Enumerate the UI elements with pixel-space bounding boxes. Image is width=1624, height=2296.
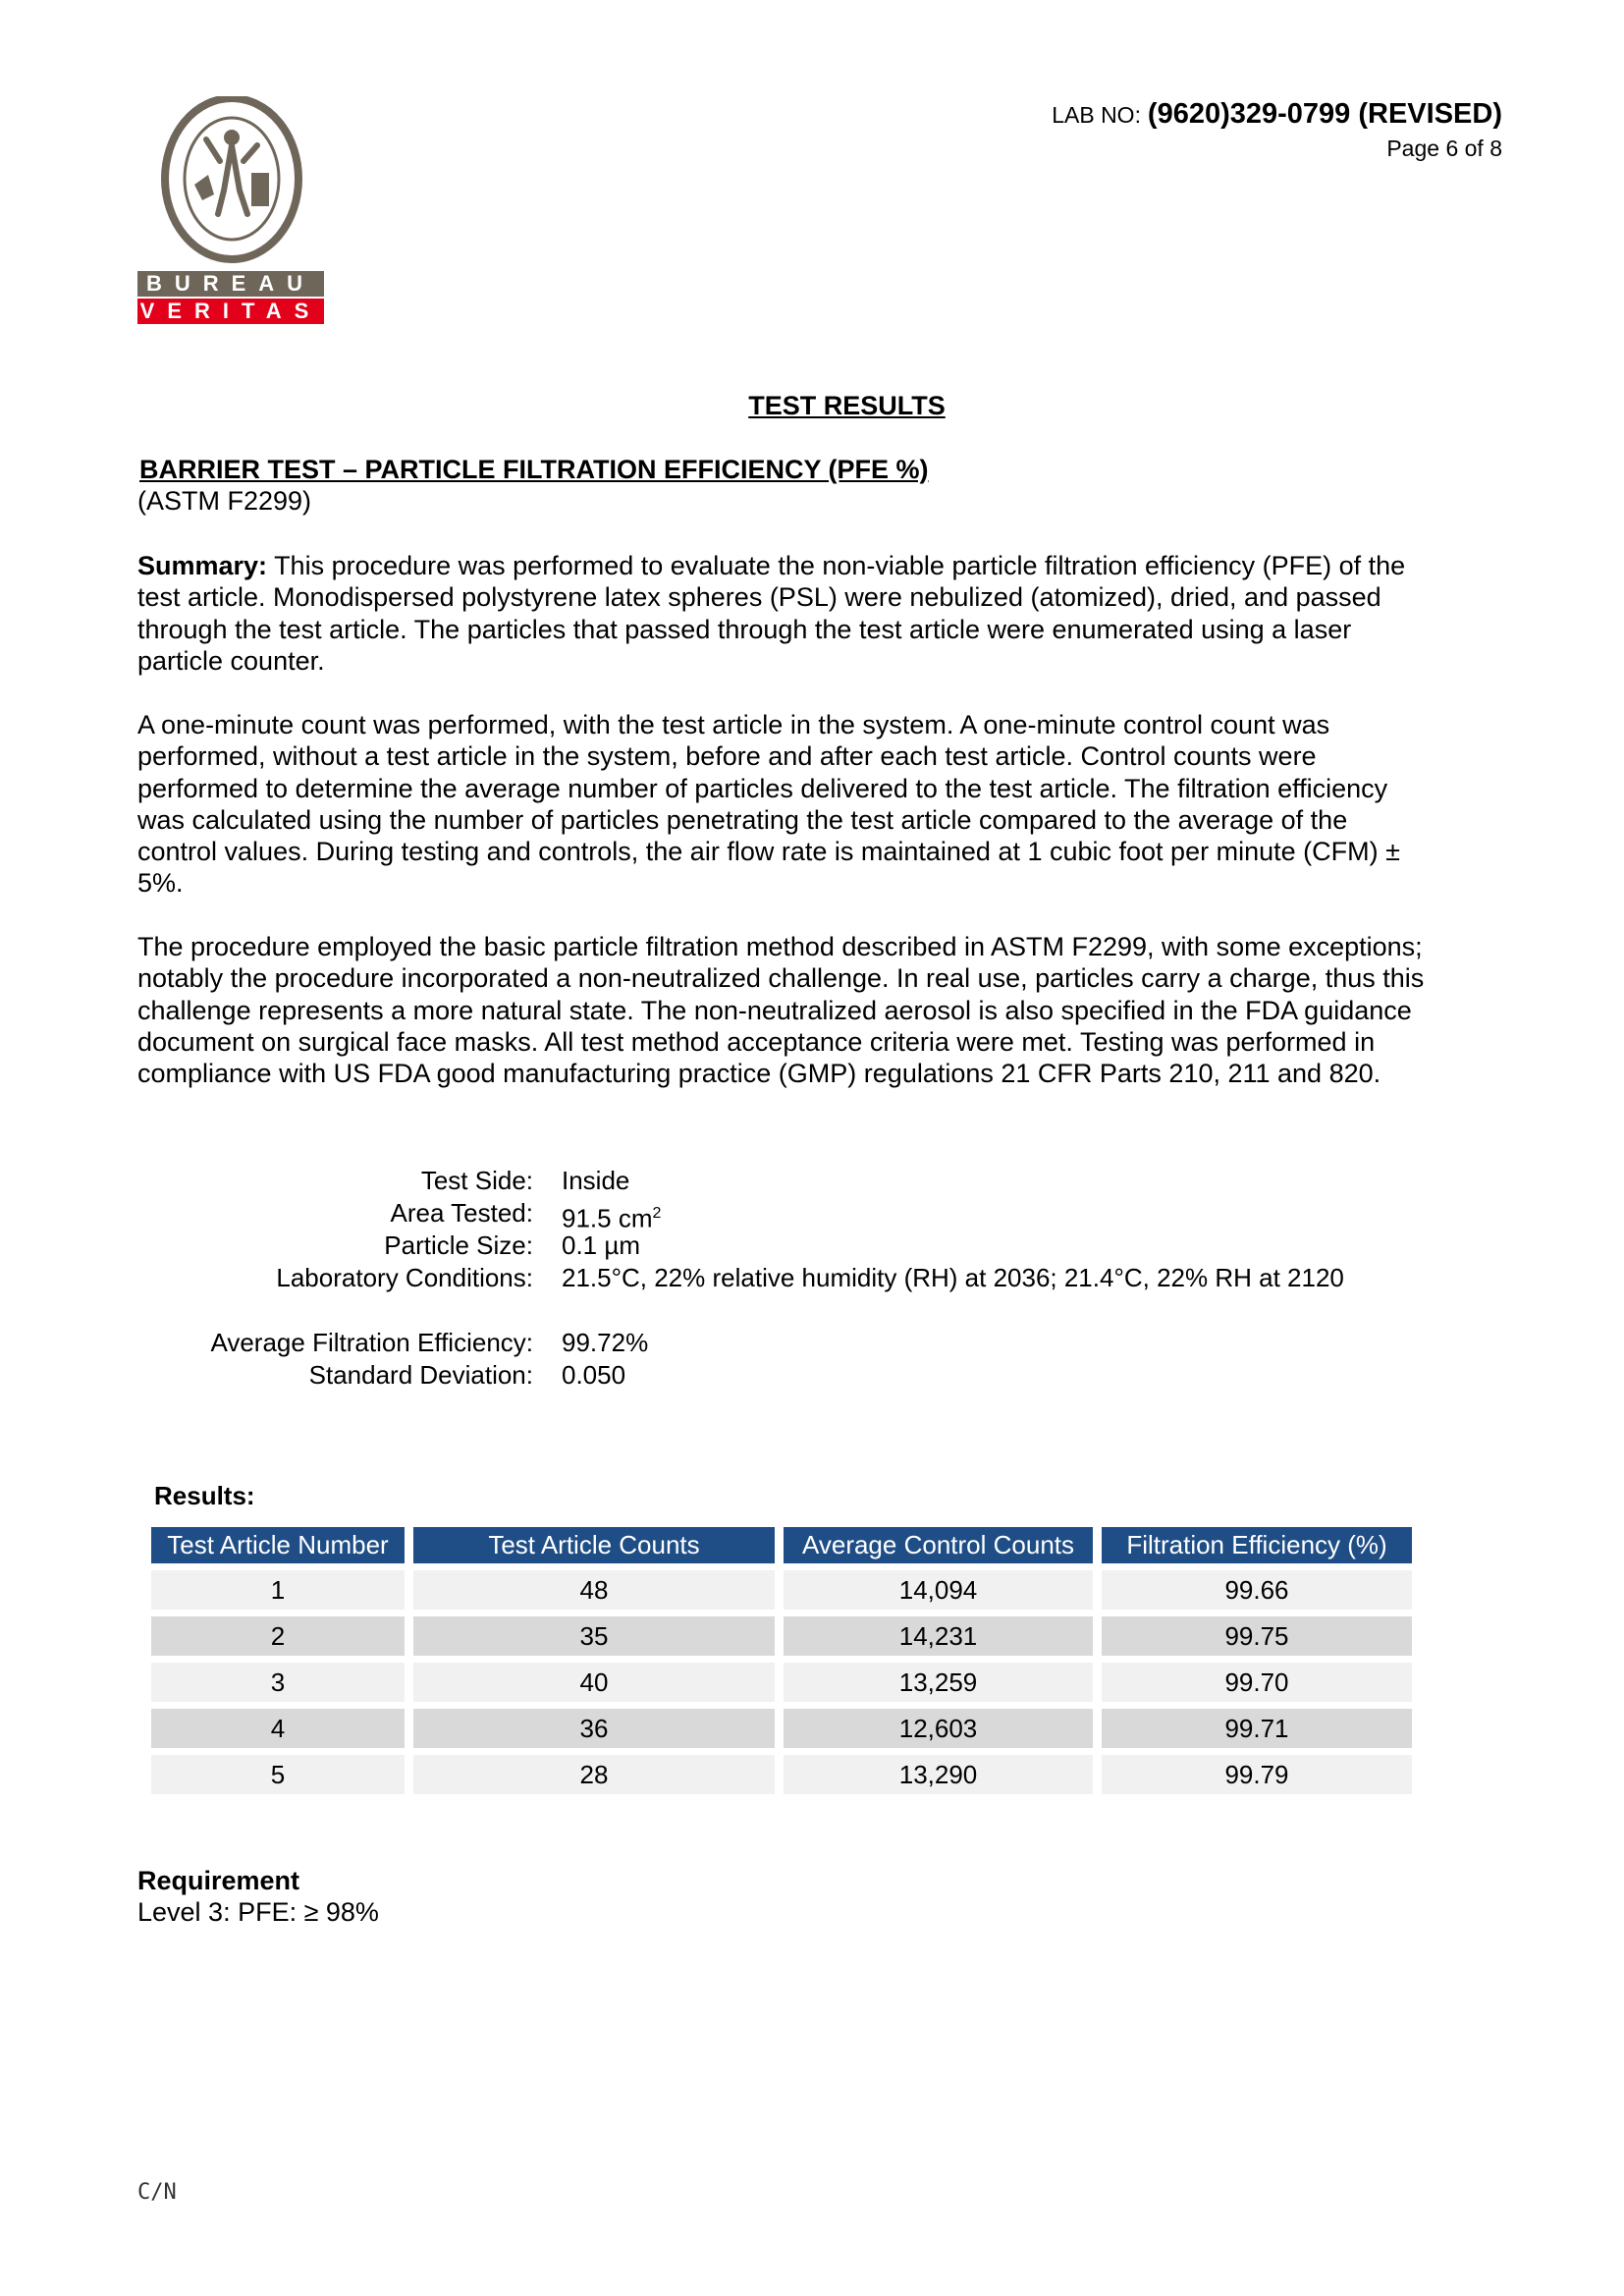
results-label: Results: (154, 1481, 255, 1510)
table-cell: 12,603 (784, 1709, 1093, 1748)
column-header: Test Article Counts (413, 1527, 775, 1563)
param-value: Inside (562, 1166, 630, 1195)
param-value: 0.050 (562, 1360, 626, 1390)
lab-number-value: (9620)329-0799 (REVISED) (1147, 98, 1502, 130)
table-cell: 99.79 (1102, 1755, 1412, 1794)
table-row (151, 1709, 1412, 1748)
column-header: Test Article Number (151, 1527, 405, 1563)
results-table (142, 1520, 1421, 1801)
procedure-paragraph: A one-minute count was performed, with the test article in the system. A one-minute control count was performed, without a test article in the system, before and after each test article. Control counts were performed to determine the average number of particles delivered to the test article. The filtration efficiency was calculated using the number of particles penetrating the test article compared to the average of the control values. During testing and controls, the air flow rate is maintained at 1 cubic foot per minute (CFM) ± 5%. (137, 710, 1400, 899)
table-cell: 5 (151, 1755, 405, 1794)
table-cell: 3 (151, 1663, 405, 1702)
param-label: Standard Deviation: (308, 1360, 533, 1390)
table-cell: 28 (413, 1755, 775, 1794)
page-number: Page 6 of 8 (1386, 136, 1502, 161)
param-row-average-efficiency (137, 1327, 1335, 1359)
param-row-test-side (137, 1165, 1335, 1197)
table-cell: 35 (413, 1616, 775, 1656)
table-cell: 2 (151, 1616, 405, 1656)
footer-code: C/N (137, 2180, 177, 2205)
param-label: Area Tested: (390, 1198, 533, 1228)
lab-number-label: LAB NO: (1052, 102, 1141, 128)
table-cell: 14,094 (784, 1570, 1093, 1610)
param-label: Test Side: (420, 1166, 533, 1195)
table-cell: 99.71 (1102, 1709, 1412, 1748)
table-cell: 36 (413, 1709, 775, 1748)
param-label: Average Filtration Efficiency: (210, 1328, 533, 1357)
bureau-veritas-seal-icon (161, 96, 302, 269)
table-cell: 13,259 (784, 1663, 1093, 1702)
section-method: (ASTM F2299) (137, 486, 312, 516)
requirement-heading: Requirement (137, 1866, 300, 1895)
logo-veritas-bar: VERITAS (137, 299, 324, 324)
column-header: Filtration Efficiency (%) (1102, 1527, 1412, 1563)
table-header-row (151, 1527, 1412, 1563)
section-heading: BARRIER TEST – PARTICLE FILTRATION EFFICIENCY (PFE %) (139, 455, 929, 484)
table-cell: 48 (413, 1570, 775, 1610)
table-cell: 13,290 (784, 1755, 1093, 1794)
summary-text: This procedure was performed to evaluate the non-viable particle filtration efficiency (PFE) of the test article. Monodispersed polystyrene latex spheres (PSL) were nebulized (atomized), dried, and passed through the test article. The particles that passed through the test article were enumerated using a laser particle counter. (137, 551, 1406, 676)
lab-number (1052, 98, 1502, 131)
requirement-value: Level 3: PFE: ≥ 98% (137, 1897, 379, 1927)
param-value: 99.72% (562, 1328, 649, 1357)
table-row (151, 1663, 1412, 1702)
test-parameters (137, 1165, 1344, 1392)
logo-bureau-bar: BUREAU (137, 271, 324, 297)
table-cell: 99.70 (1102, 1663, 1412, 1702)
table-cell: 4 (151, 1709, 405, 1748)
page-title: TEST RESULTS (748, 391, 946, 420)
table-cell: 1 (151, 1570, 405, 1610)
table-row (151, 1755, 1412, 1794)
column-header: Average Control Counts (784, 1527, 1093, 1563)
param-value: 21.5°C, 22% relative humidity (RH) at 2036; 21.4°C, 22% RH at 2120 (562, 1263, 1344, 1292)
param-row-particle-size (137, 1230, 1335, 1262)
param-row-standard-deviation (137, 1359, 1335, 1392)
param-label: Particle Size: (384, 1230, 533, 1260)
area-value: 91.5 cm (562, 1203, 653, 1233)
param-value: 0.1 µm (562, 1230, 641, 1260)
param-row-conditions (137, 1262, 1344, 1327)
method-paragraph: The procedure employed the basic particle filtration method described in ASTM F2299, with some exceptions; notably the procedure incorporated a non-neutralized challenge. In real use, particles carry a charge, thus this challenge represents a more natural state. The non-neutralized aerosol is also specified in the FDA guidance document on surgical face masks. All test method acceptance criteria were met. Testing was performed in compliance with US FDA good manufacturing practice (GMP) regulations 21 CFR Parts 210, 211 and 820. (137, 932, 1425, 1089)
param-row-area (137, 1197, 1335, 1233)
param-label: Laboratory Conditions: (276, 1263, 533, 1292)
table-row (151, 1616, 1412, 1656)
summary-label: Summary: (137, 551, 268, 580)
bureau-veritas-logo (137, 96, 324, 332)
summary-paragraph (137, 550, 1434, 677)
area-superscript: 2 (652, 1205, 662, 1222)
table-cell: 14,231 (784, 1616, 1093, 1656)
table-cell: 99.66 (1102, 1570, 1412, 1610)
table-cell: 99.75 (1102, 1616, 1412, 1656)
table-row (151, 1570, 1412, 1610)
table-cell: 40 (413, 1663, 775, 1702)
